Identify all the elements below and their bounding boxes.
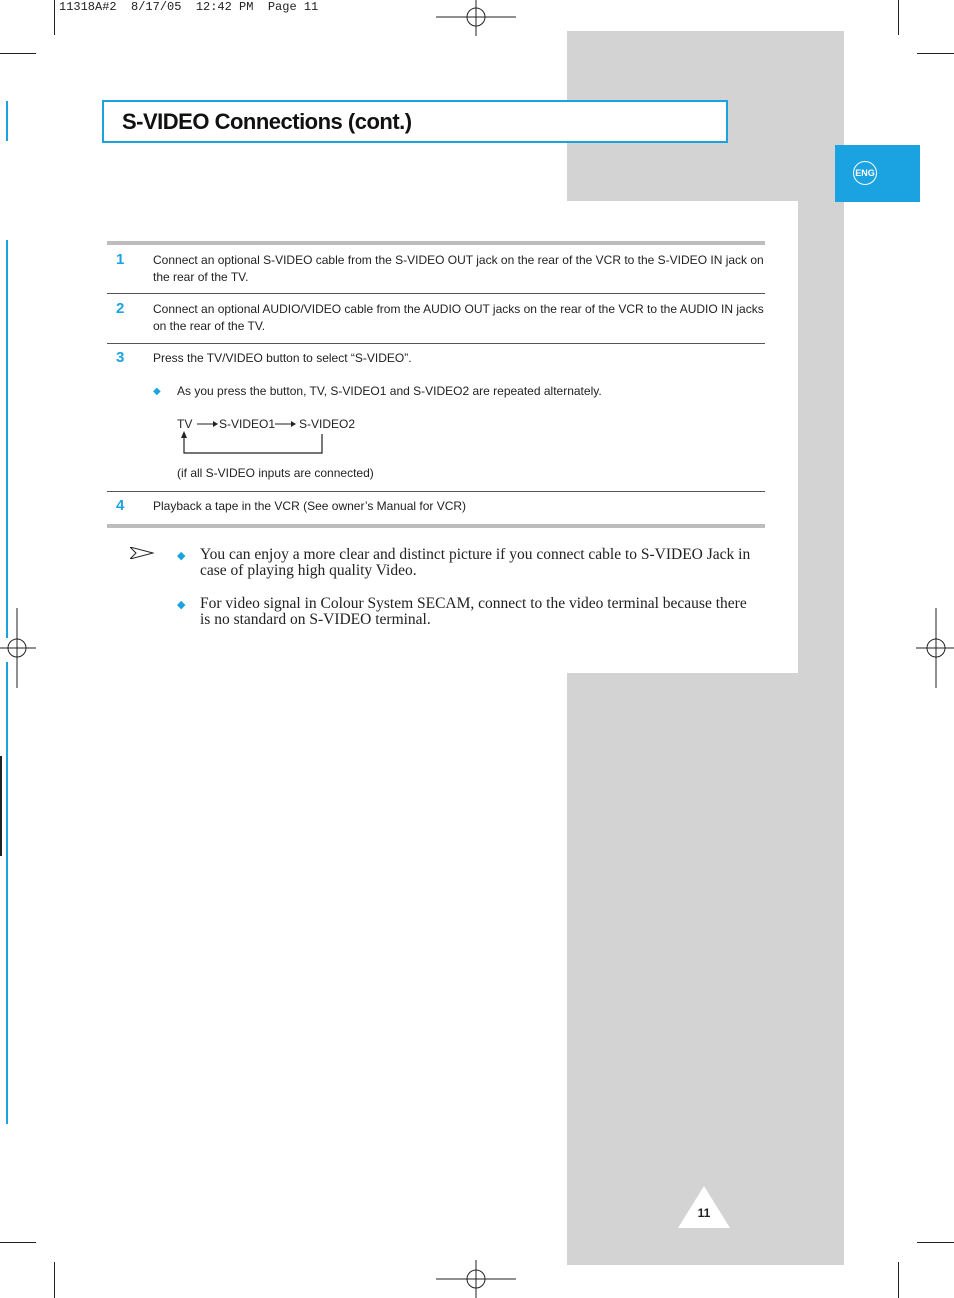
crop-mark bbox=[898, 1262, 899, 1298]
page-title: S-VIDEO Connections (cont.) bbox=[122, 109, 412, 134]
print-slug: 11318A#2 8/17/05 12:42 PM Page 11 bbox=[59, 0, 319, 14]
crop-mark bbox=[0, 53, 36, 54]
row-divider bbox=[107, 343, 765, 344]
row-divider bbox=[107, 491, 765, 492]
step-number: 3 bbox=[116, 349, 125, 366]
step-text: Connect an optional S-VIDEO cable from the S-VIDEO OUT jack on the rear of the VCR to the S-VIDEO IN jack on the rear of the TV. bbox=[153, 253, 764, 284]
edge-bar bbox=[0, 756, 2, 856]
row-divider bbox=[107, 293, 765, 294]
step-text: Connect an optional AUDIO/VIDEO cable from the AUDIO OUT jacks on the rear of the VCR to the AUDIO IN jacks on the rear of the TV. bbox=[153, 302, 764, 333]
diamond-bullet-icon: ◆ bbox=[177, 599, 186, 611]
registration-mark-icon bbox=[436, 1260, 516, 1298]
title-box bbox=[102, 100, 728, 143]
registration-mark-icon bbox=[916, 608, 954, 688]
edge-bar bbox=[6, 101, 8, 141]
sequence-item: S-VIDEO1 bbox=[219, 417, 276, 431]
diamond-bullet-icon: ◆ bbox=[153, 386, 161, 397]
page-number: 11 bbox=[697, 1206, 711, 1220]
registration-mark-icon bbox=[436, 0, 516, 36]
note-pointer-icon bbox=[130, 547, 154, 559]
note-text: For video signal in Colour System SECAM, connect to the video terminal because there is no standard on S-VIDEO terminal. bbox=[200, 595, 747, 628]
page-number-badge bbox=[678, 1186, 730, 1228]
step-text: Playback a tape in the VCR (See owner’s Manual for VCR) bbox=[153, 499, 467, 513]
sequence-item: S-VIDEO2 bbox=[299, 417, 356, 431]
step-number: 2 bbox=[116, 300, 125, 317]
sequence-arrows-icon bbox=[175, 418, 335, 458]
step-number: 4 bbox=[116, 497, 125, 514]
edge-bar bbox=[6, 240, 8, 638]
crop-mark bbox=[54, 1262, 55, 1298]
table-bottom-rule bbox=[107, 524, 765, 528]
sequence-note: (if all S-VIDEO inputs are connected) bbox=[177, 466, 374, 480]
language-badge: ENG bbox=[853, 161, 877, 185]
crop-mark bbox=[0, 1242, 36, 1243]
step-bullet-text: As you press the button, TV, S-VIDEO1 and S-VIDEO2 are repeated alternately. bbox=[177, 384, 602, 398]
sequence-item: TV bbox=[177, 417, 193, 431]
crop-mark bbox=[917, 1242, 954, 1243]
language-tab bbox=[835, 145, 920, 202]
note-text: You can enjoy a more clear and distinct picture if you connect cable to S-VIDEO Jack in case of playing high quality Video. bbox=[200, 546, 751, 579]
crop-mark bbox=[917, 53, 954, 54]
crop-mark bbox=[54, 0, 55, 35]
step-number: 1 bbox=[116, 251, 125, 268]
diamond-bullet-icon: ◆ bbox=[177, 550, 186, 562]
step-text: Press the TV/VIDEO button to select “S-VIDEO”. bbox=[153, 351, 412, 365]
crop-mark bbox=[898, 0, 899, 35]
table-top-rule bbox=[107, 241, 765, 245]
edge-bar bbox=[6, 662, 8, 1124]
